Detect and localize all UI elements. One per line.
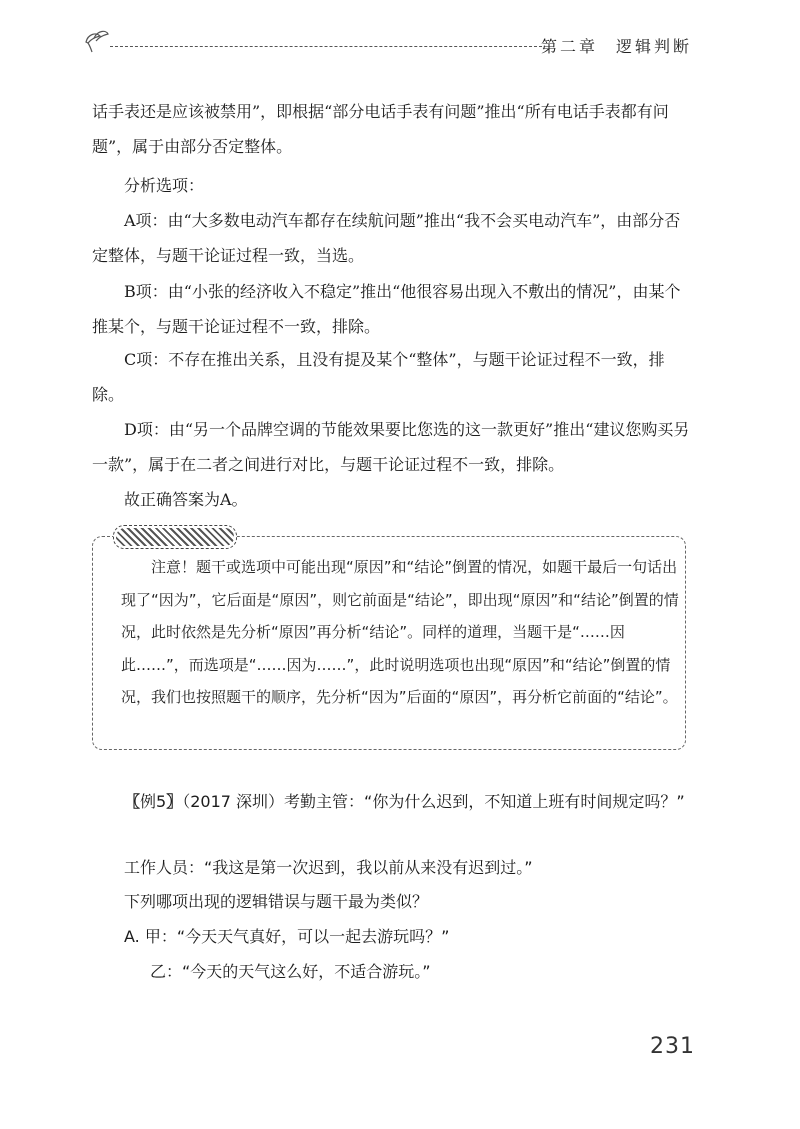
example-label: 例5	[140, 792, 167, 811]
example-prompt: 下列哪项出现的逻辑错误与题干最为类似？	[124, 892, 429, 911]
page-number: 231	[650, 1034, 695, 1059]
option-d-analysis: D项：由“另一个品牌空调的节能效果要比您选的这一款更好”推出“建议您购买另一款”，属于在二者之间进行对比，与题干论证过程不一致，排除。	[92, 420, 690, 474]
option-b-analysis: B项：由“小张的经济收入不稳定”推出“他很容易出现入不敷出的情况”，由某个推某个，与题干论证过程不一致，排除。	[92, 282, 681, 336]
tip-badge-icon	[113, 525, 237, 549]
leaf-ornament-icon	[82, 28, 112, 54]
page-header	[82, 28, 692, 58]
example-option-a-line2: 乙：“今天的天气这么好，不适合游玩。”	[150, 962, 431, 981]
example-option-a-line1: A. 甲：“今天天气真好，可以一起去游玩吗？”	[124, 927, 450, 946]
example-question-text: 考勤主管：“你为什么迟到，不知道上班有时间规定吗？”	[284, 792, 685, 811]
chapter-title	[541, 34, 692, 57]
body-paragraph-continued: 话手表还是应该被禁用”，即根据“部分电话手表有问题”推出“所有电话手表都有问题”，属于由部分否定整体。	[92, 102, 669, 156]
tip-text: 注意！题干或选项中可能出现“原因”和“结论”倒置的情况，如题干最后一句话出现了“因为”，它后面是“原因”，则它前面是“结论”，即出现“原因”和“结论”倒置的情况，此时依然是先分析“原因”再分析“结论”。同样的道理，当题干是“……因此……”，而选项是“……因为……”，此时说明选项也出现“原因”和“结论”倒置的情况，我们也按照题干的顺序，先分析“因为”后面的“原因”，再分析它前面的“结论”。	[121, 558, 679, 706]
answer-line: 故正确答案为A。	[124, 490, 248, 509]
example-source: （2017 深圳）	[182, 792, 285, 811]
section-title: 逻辑判断	[615, 37, 692, 56]
example-bracket-left: 〖	[124, 792, 141, 811]
header-rule	[110, 46, 542, 47]
analysis-heading: 分析选项：	[124, 176, 205, 195]
example-reply: 工作人员：“我这是第一次迟到，我以前从来没有迟到过。”	[124, 858, 533, 877]
tip-box	[92, 536, 686, 750]
example-question	[92, 785, 702, 819]
option-a-analysis: A项：由“大多数电动汽车都存在续航问题”推出“我不会买电动汽车”，由部分否定整体，与题干论证过程一致，当选。	[92, 211, 681, 265]
example-bracket-right: 〗	[166, 792, 183, 811]
option-c-analysis: C项：不存在推出关系，且没有提及某个“整体”，与题干论证过程不一致，排除。	[92, 350, 665, 404]
chapter-number: 第二章	[540, 37, 598, 56]
